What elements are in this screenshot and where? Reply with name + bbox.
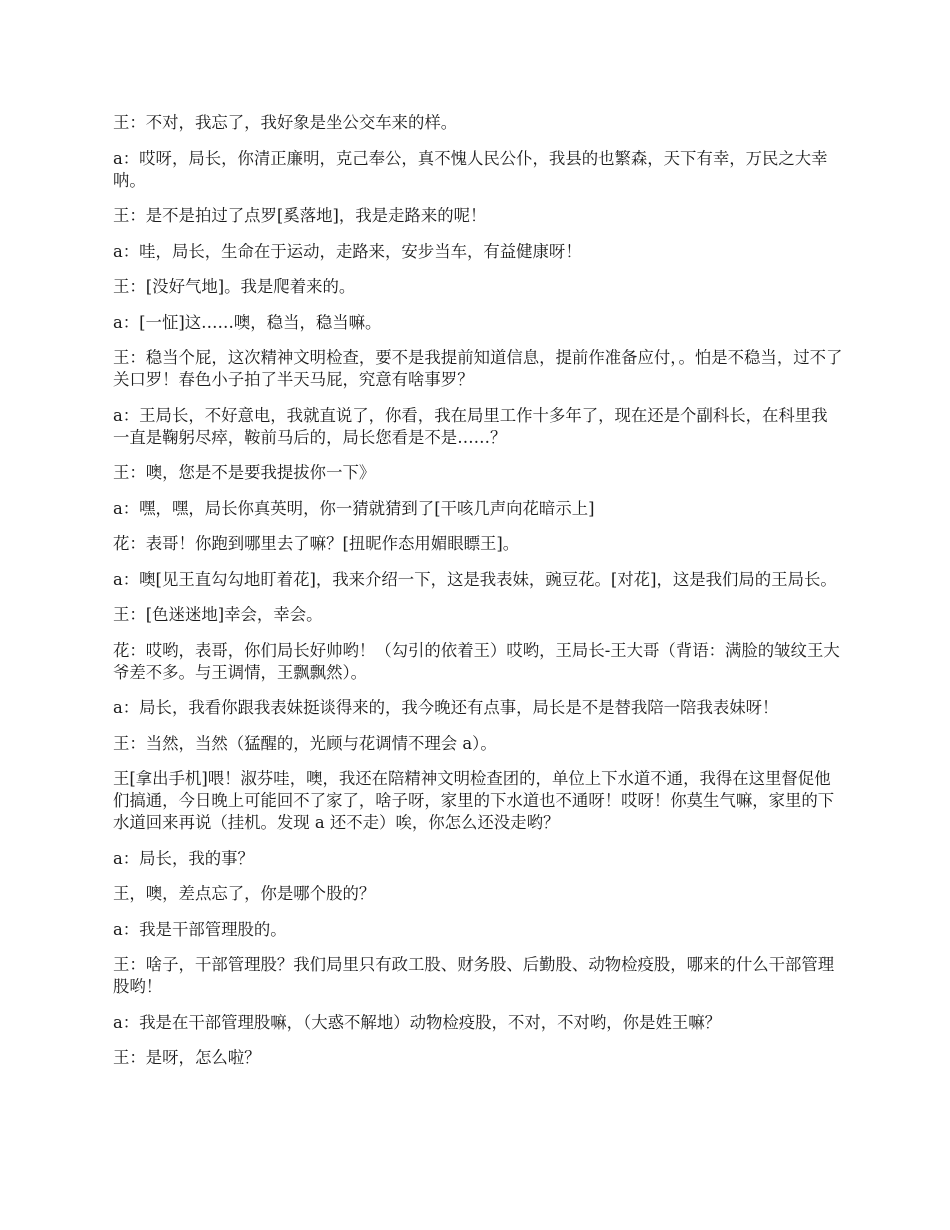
dialogue-line: a：王局长，不好意电，我就直说了，你看，我在局里工作十多年了，现在还是个副科长，在科里我一直是鞠躬尽瘁，鞍前马后的，局长您看是不是……？ — [113, 405, 828, 447]
dialogue-line: a：嘿，嘿，局长你真英明，你一猜就猜到了[干咳几声向花暗示上] — [113, 498, 595, 518]
dialogue-line: 王：是呀，怎么啦？ — [113, 1048, 261, 1067]
dialogue-line: a：局长，我看你跟我表妹挺谈得来的，我今晚还有点事，局长是不是替我陪一陪我表妹呀！ — [113, 698, 779, 717]
dialogue-line: a：我是在干部管理股嘛，（大惑不解地）动物检疫股，不对，不对哟，你是姓王嘛？ — [113, 1012, 722, 1032]
dialogue-line: a：哇，局长，生命在于运动，走路来，安步当车，有益健康呀！ — [113, 241, 582, 261]
dialogue-line: a：局长，我的事？ — [113, 848, 254, 868]
dialogue-line: 王[拿出手机]喂！淑芬哇，噢，我还在陪精神文明检查团的，单位上下水道不通，我得在这里督促他们搞通，今日晚上可能回不了家了，啥子呀，家里的下水道也不通呀！哎呀！你莫生气嘛，家里的下水道回来再说（挂机。发现 a 还不走）唉，你怎么还没走哟？ — [113, 769, 835, 832]
dialogue-line: a：[一怔]这……噢，稳当，稳当嘛。 — [113, 312, 382, 332]
dialogue-line: 花：哎哟，表哥，你们局长好帅哟！（勾引的依着王）哎哟，王局长-王大哥（背语：满脸的皱纹王大爷差不多。与王调情，王飘飘然）。 — [113, 640, 840, 682]
dialogue-line: 王：啥子，干部管理股？我们局里只有政工股、财务股、后勤股、动物检疫股，哪来的什么干部管理股哟！ — [113, 955, 835, 996]
dialogue-line: 花：表哥！你跑到哪里去了嘛？[扭昵作态用媚眼瞟王]。 — [113, 534, 520, 553]
dialogue-line: 王：噢，您是不是要我提拔你一下》 — [113, 463, 376, 482]
dialogue-line: a：哎呀，局长，你清正廉明，克己奉公，真不愧人民公仆，我县的也繁森，天下有幸，万民之大幸呐。 — [113, 148, 828, 190]
dialogue-line: a：噢[见王直勾勾地盯着花]，我来介绍一下，这是我表妹，豌豆花。[对花]，这是我们局的王局长。 — [113, 569, 837, 589]
dialogue-line: 王：当然，当然（猛醒的，光顾与花调情不理会 a）。 — [113, 733, 497, 753]
dialogue-line: 王：是不是拍过了点罗[奚落地]，我是走路来的呢！ — [113, 206, 487, 225]
document-body — [113, 112, 843, 1083]
dialogue-line: 王，噢，差点忘了，你是哪个股的？ — [113, 884, 376, 903]
dialogue-line: 王：不对，我忘了，我好象是坐公交车来的样。 — [113, 113, 458, 132]
dialogue-line: 王：[色迷迷地]幸会，幸会。 — [113, 605, 323, 624]
dialogue-line: 王：[没好气地]。我是爬着来的。 — [113, 277, 356, 296]
dialogue-line: 王：稳当个屁，这次精神文明检查，要不是我提前知道信息，提前作准备应付，。怕是不稳当，过不了关口罗！春色小子拍了半天马屁，究意有啥事罗？ — [113, 348, 843, 389]
dialogue-line: a：我是干部管理股的。 — [113, 919, 287, 939]
